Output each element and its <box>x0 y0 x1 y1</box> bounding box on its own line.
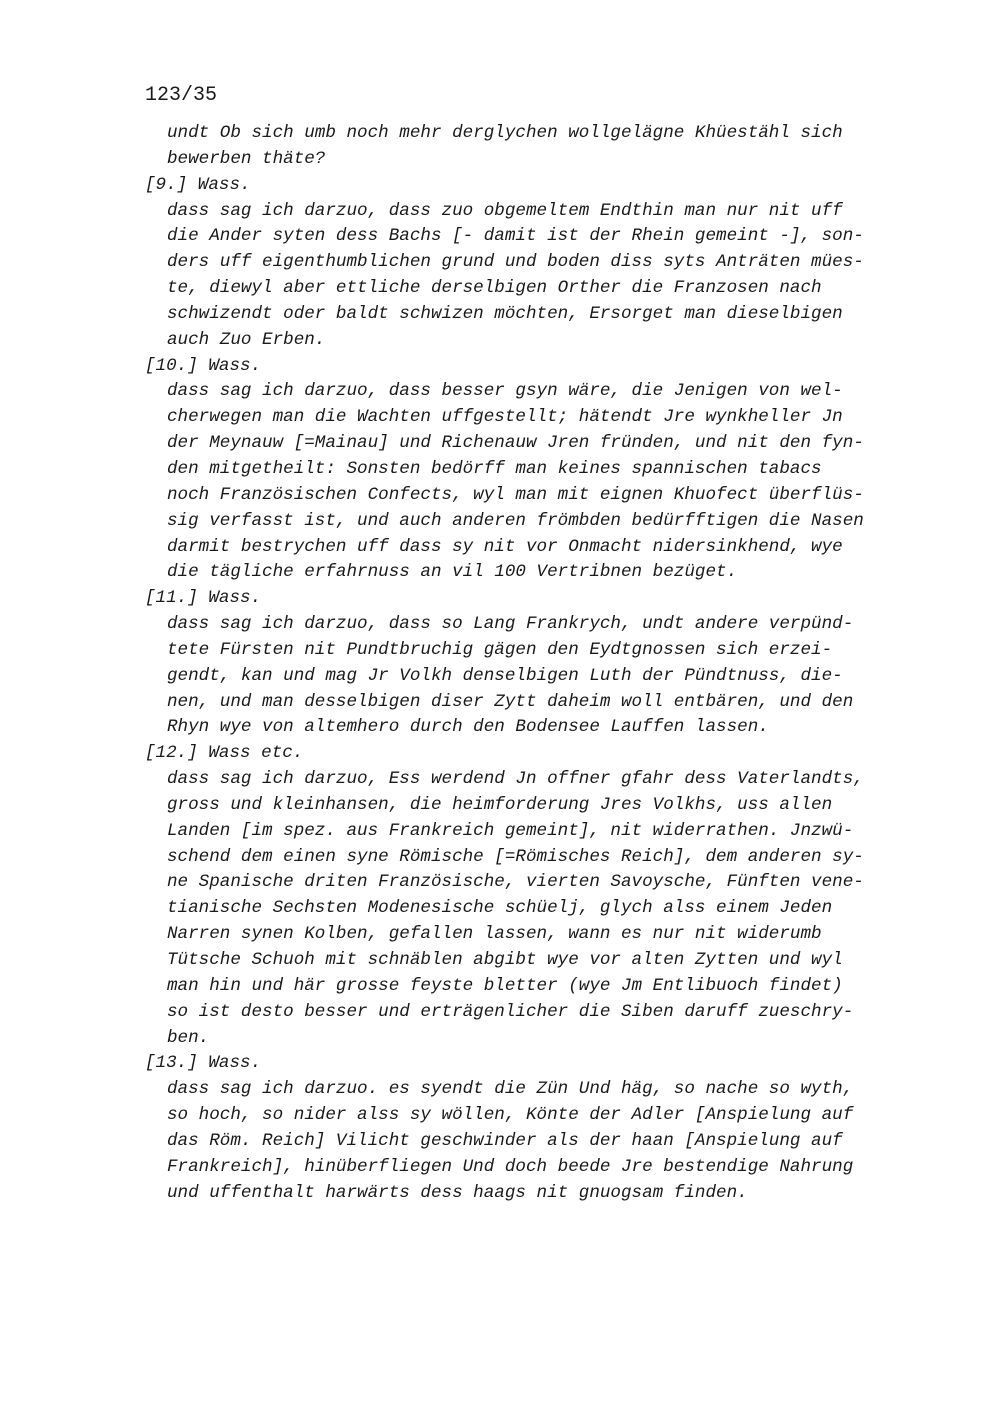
section-heading: [11.] Wass. <box>145 588 262 609</box>
text-line: dass sag ich darzuo. es syendt die Zün Und häg, so nache so wyth, <box>167 1079 854 1100</box>
text-line: dass sag ich darzuo, dass besser gsyn wäre, die Jenigen von wel- <box>167 381 843 402</box>
section-heading: [12.] Wass etc. <box>145 743 304 764</box>
text-line: tianische Sechsten Modenesische schüelj, glych alss einem Jeden <box>167 898 833 919</box>
text-line: ben. <box>167 1027 210 1048</box>
text-line: ders uff eigenthumblichen grund und boden diss syts Anträten mües- <box>167 252 864 273</box>
text-line: den mitgetheilt: Sonsten bedörff man keines spannischen tabacs <box>167 458 822 479</box>
text-line: der Meynauw [=Mainau] und Richenauw Jren fründen, und nit den fyn- <box>167 433 864 454</box>
text-line: te, diewyl aber ettliche derselbigen Orther die Franzosen nach <box>167 278 822 299</box>
text-line: dass sag ich darzuo, Ess werdend Jn offner gfahr dess Vaterlandts, <box>167 769 864 790</box>
text-line: auch Zuo Erben. <box>167 329 326 350</box>
text-line: Frankreich], hinüberfliegen Und doch beede Jre bestendige Nahrung <box>167 1156 854 1177</box>
text-line: so hoch, so nider alss sy wöllen, Könte der Adler [Anspielung auf <box>167 1105 854 1126</box>
text-line: gross und kleinhansen, die heimforderung Jres Volkhs, uss allen <box>167 794 833 815</box>
text-line: dass sag ich darzuo, dass so Lang Frankrych, undt andere verpünd- <box>167 614 854 635</box>
section-heading: [9.] Wass. <box>145 174 251 195</box>
text-line: Rhyn wye von altemhero durch den Bodensee Lauffen lassen. <box>167 717 769 738</box>
text-line: man hin und här grosse feyste bletter (wye Jm Entlibuoch findet) <box>167 975 843 996</box>
text-line: das Röm. Reich] Vilicht geschwinder als der haan [Anspielung auf <box>167 1130 843 1151</box>
text-line: schend dem einen syne Römische [=Römisches Reich], dem anderen sy- <box>167 846 864 867</box>
section-heading: [10.] Wass. <box>145 355 262 376</box>
text-line: schwizendt oder baldt schwizen möchten, Ersorget man dieselbigen <box>167 303 843 324</box>
text-line: bewerben thäte? <box>167 148 326 169</box>
document-body <box>145 121 925 1206</box>
text-line: die tägliche erfahrnuss an vil 100 Vertribnen bezüget. <box>167 562 738 583</box>
text-line: Landen [im spez. aus Frankreich gemeint], nit widerrathen. Jnzwü- <box>167 820 854 841</box>
text-line: Tütsche Schuoh mit schnäblen abgibt wye vor alten Zytten und wyl <box>167 950 843 970</box>
text-line: ne Spanische driten Französische, vierten Savoysche, Fünften vene- <box>167 872 864 893</box>
text-line: Narren synen Kolben, gefallen lassen, wann es nur nit widerumb <box>167 924 822 945</box>
text-line: und uffenthalt harwärts dess haags nit gnuogsam finden. <box>167 1182 748 1203</box>
section-heading: [13.] Wass. <box>145 1053 262 1074</box>
text-line: nen, und man desselbigen diser Zytt daheim woll entbären, und den <box>167 691 854 712</box>
text-line: undt Ob sich umb noch mehr derglychen wollgelägne Khüestähl sich <box>167 123 843 143</box>
text-line: noch Französischen Confects, wyl man mit eignen Khuofect überflüs- <box>167 484 864 505</box>
page-number: 123/35 <box>145 84 218 107</box>
text-line: dass sag ich darzuo, dass zuo obgemeltem Endthin man nur nit uff <box>167 200 843 221</box>
text-line: tete Fürsten nit Pundtbruchig gägen den Eydtgnossen sich erzei- <box>167 639 833 660</box>
text-line: die Ander syten dess Bachs [- damit ist der Rhein gemeint -], son- <box>167 226 864 247</box>
text-line: so ist desto besser und erträgenlicher die Siben daruff zueschry- <box>167 1001 854 1022</box>
text-line: darmit bestrychen uff dass sy nit vor Onmacht nidersinkhend, wye <box>167 536 843 557</box>
text-line: sig verfasst ist, und auch anderen frömbden bedürfftigen die Nasen <box>167 510 864 531</box>
text-line: cherwegen man die Wachten uffgestellt; hätendt Jre wynkheller Jn <box>167 407 843 428</box>
text-line: gendt, kan und mag Jr Volkh denselbigen Luth der Pündtnuss, die- <box>167 665 843 686</box>
